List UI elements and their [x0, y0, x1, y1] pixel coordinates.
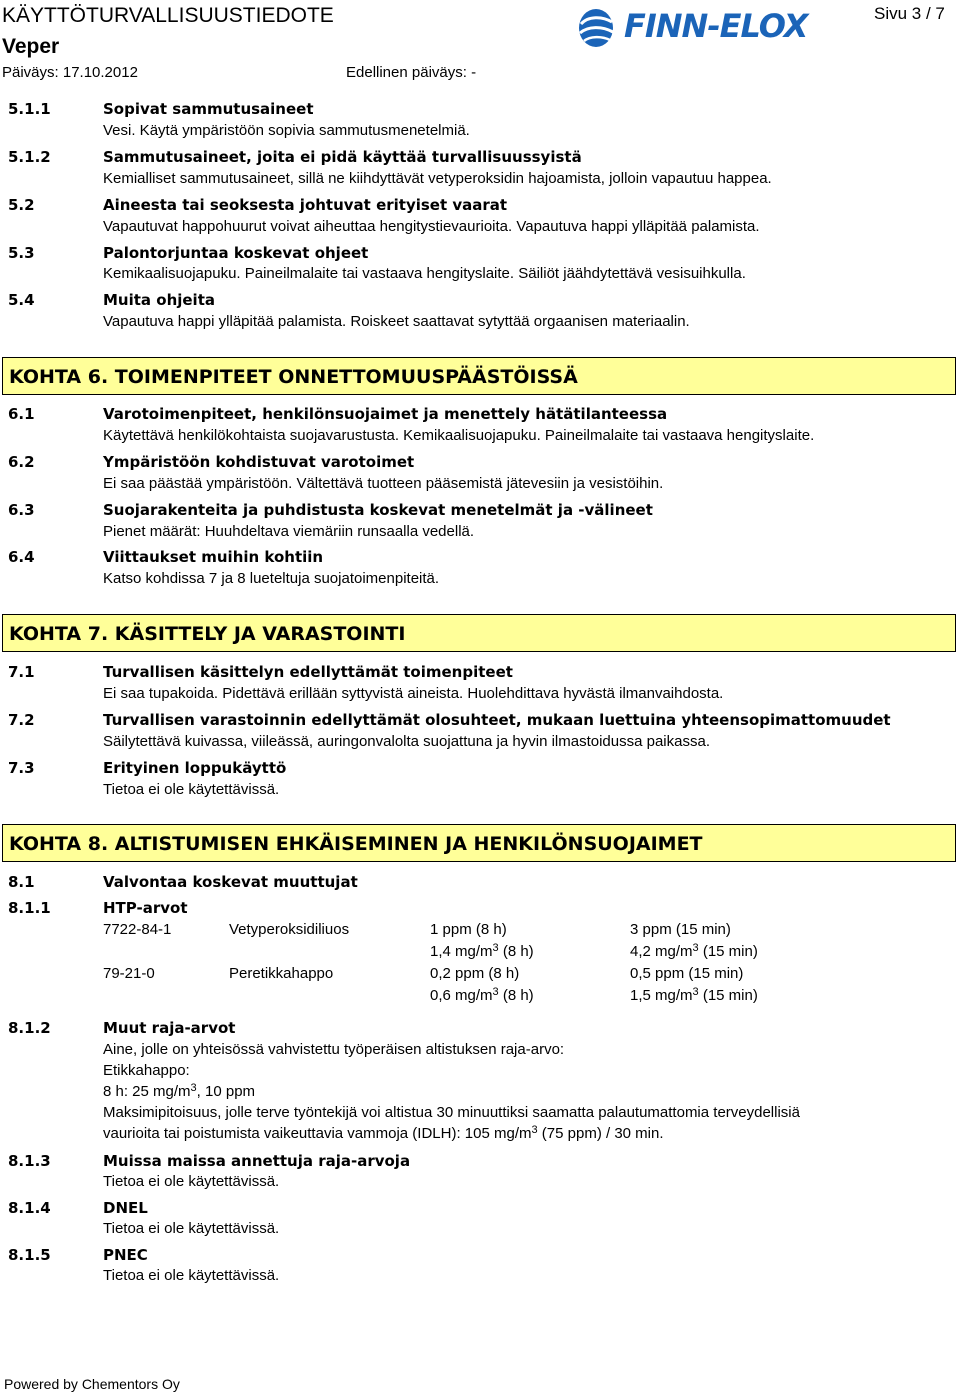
section-text: Vapautuva happi ylläpitää palamista. Roiskeet saattavat sytyttää orgaanisen materiaalin.: [103, 313, 690, 330]
section-number: 8.1.5: [8, 1246, 51, 1264]
limit-8h: 0,2 ppm (8 h): [430, 965, 520, 982]
section-title: Valvontaa koskevat muuttujat: [103, 873, 358, 891]
limit-15min-mg: 1,5 $mg/m^3$ (15 min): [630, 986, 758, 1004]
section-text: Pienet määrät: Huuhdeltava viemäriin runsaalla vedellä.: [103, 523, 475, 540]
section-text: Säilytettävä kuivassa, viileässä, auringonvalolta suojattuna ja hyvin ilmastoidussa paikassa.: [103, 733, 710, 750]
limit-8h-mg: 1,4 $mg/m^3$ (8 h): [430, 942, 534, 960]
section-title: Aineesta tai seoksesta johtuvat erityiset vaarat: [103, 196, 508, 214]
section-text: 8 h: 25 $mg/m^3$, 10 ppm: [103, 1082, 256, 1100]
section-title: Ympäristöön kohdistuvat varotoimet: [103, 453, 415, 471]
limit-15min: 0,5 ppm (15 min): [630, 965, 744, 982]
substance-name: Peretikkahappo: [229, 965, 334, 982]
section-number: 5.1.1: [8, 100, 51, 118]
section-text: Käytettävä henkilökohtaista suojavarustusta. Kemikaalisuojapuku. Paineilmalaite tai vastaava hengityslaite.: [103, 427, 815, 444]
section-text: Vapautuvat happohuurut voivat aiheuttaa hengitystievaurioita. Vapautuva happi ylläpitää palamista.: [103, 218, 760, 235]
section-heading-8: KOHTA 8. ALTISTUMISEN EHKÄISEMINEN JA HENKILÖNSUOJAIMET: [2, 824, 956, 862]
section-title: PNEC: [103, 1246, 148, 1264]
section-number: 6.1: [8, 405, 35, 423]
section-text: Vesi. Käytä ympäristöön sopivia sammutusmenetelmiä.: [103, 122, 470, 139]
section-text: Kemikaalisuojapuku. Paineilmalaite tai vastaava hengityslaite. Säiliöt jäähdytettävä vesisuihkulla.: [103, 265, 746, 282]
section-title: Turvallisen käsittelyn edellyttämät toimenpiteet: [103, 663, 513, 681]
section-number: 7.2: [8, 711, 35, 729]
section-number: 8.1.4: [8, 1199, 51, 1217]
section-title: Varotoimenpiteet, henkilönsuojaimet ja menettely hätätilanteessa: [103, 405, 668, 423]
section-title: Palontorjuntaa koskevat ohjeet: [103, 244, 369, 262]
limit-15min-mg: 4,2 $mg/m^3$ (15 min): [630, 942, 758, 960]
section-text: Etikkahappo:: [103, 1062, 190, 1079]
document-date: Päiväys: 17.10.2012: [2, 64, 138, 81]
section-number: 6.3: [8, 501, 35, 519]
section-title: DNEL: [103, 1199, 148, 1217]
limit-8h: 1 ppm (8 h): [430, 921, 507, 938]
section-title: Muita ohjeita: [103, 291, 215, 309]
logo-text: FINN-ELOX: [624, 7, 808, 45]
document-title: KÄYTTÖTURVALLISUUSTIEDOTE: [2, 4, 334, 27]
section-text: Tietoa ei ole käytettävissä.: [103, 781, 280, 798]
section-heading-7: KOHTA 7. KÄSITTELY JA VARASTOINTI: [2, 614, 956, 652]
finn-elox-logo: [578, 6, 836, 50]
section-number: 5.3: [8, 244, 35, 262]
section-number: 7.3: [8, 759, 35, 777]
section-text: vaurioita tai poistumista vaikeuttavia vammoja (IDLH): 105 $mg/m^3$ (75 ppm) / 30 min.: [103, 1124, 664, 1142]
previous-date: Edellinen päiväys: -: [346, 64, 477, 81]
section-number: 5.2: [8, 196, 35, 214]
section-number: 8.1: [8, 873, 35, 891]
limit-15min: 3 ppm (15 min): [630, 921, 731, 938]
cas-number: 79-21-0: [103, 965, 155, 982]
page-number: Sivu 3 / 7: [874, 4, 945, 23]
section-number: 8.1.2: [8, 1019, 51, 1037]
section-text: Kemialliset sammutusaineet, sillä ne kiihdyttävät vetyperoksidin hajoamista, jolloin vapautuu happea.: [103, 170, 772, 187]
footer-powered-by: Powered by Chementors Oy: [4, 1376, 180, 1392]
section-text: Maksimipitoisuus, jolle terve työntekijä voi altistua 30 minuuttiksi saamatta palautumattomia terveydellisiä: [103, 1104, 800, 1121]
section-text: Tietoa ei ole käytettävissä.: [103, 1220, 280, 1237]
section-text: Aine, jolle on yhteisössä vahvistettu työperäisen altistuksen raja-arvo:: [103, 1041, 565, 1058]
section-number: 8.1.3: [8, 1152, 51, 1170]
section-title: Suojarakenteita ja puhdistusta koskevat menetelmät ja -välineet: [103, 501, 653, 519]
section-heading-6: KOHTA 6. TOIMENPITEET ONNETTOMUUSPÄÄSTÖISSÄ: [2, 357, 956, 395]
section-number: 5.1.2: [8, 148, 51, 166]
section-title: Turvallisen varastoinnin edellyttämät olosuhteet, mukaan luettuina yhteensopimattomuudet: [103, 711, 891, 729]
section-title: Muissa maissa annettuja raja-arvoja: [103, 1152, 411, 1170]
section-number: 7.1: [8, 663, 35, 681]
section-title: Muut raja-arvot: [103, 1019, 236, 1037]
cas-number: 7722-84-1: [103, 921, 172, 938]
section-text: Ei saa päästää ympäristöön. Vältettävä tuotteen pääsemistä jätevesiin ja vesistöihin.: [103, 475, 664, 492]
section-title: Sopivat sammutusaineet: [103, 100, 314, 118]
section-text: Ei saa tupakoida. Pidettävä erillään syttyvistä aineista. Huolehdittava hyvästä ilmanvaihdosta.: [103, 685, 724, 702]
limit-8h-mg: 0,6 $mg/m^3$ (8 h): [430, 986, 534, 1004]
section-title: HTP-arvot: [103, 899, 188, 917]
section-text: Tietoa ei ole käytettävissä.: [103, 1267, 280, 1284]
section-text: Tietoa ei ole käytettävissä.: [103, 1173, 280, 1190]
section-number: 6.4: [8, 548, 35, 566]
section-title: Viittaukset muihin kohtiin: [103, 548, 324, 566]
section-text: Katso kohdissa 7 ja 8 lueteltuja suojatoimenpiteitä.: [103, 570, 440, 587]
section-number: 8.1.1: [8, 899, 51, 917]
substance-name: Vetyperoksidiliuos: [229, 921, 350, 938]
section-title: Erityinen loppukäyttö: [103, 759, 287, 777]
section-number: 6.2: [8, 453, 35, 471]
section-number: 5.4: [8, 291, 35, 309]
section-title: Sammutusaineet, joita ei pidä käyttää turvallisuussyistä: [103, 148, 582, 166]
product-name: Veper: [2, 35, 60, 58]
